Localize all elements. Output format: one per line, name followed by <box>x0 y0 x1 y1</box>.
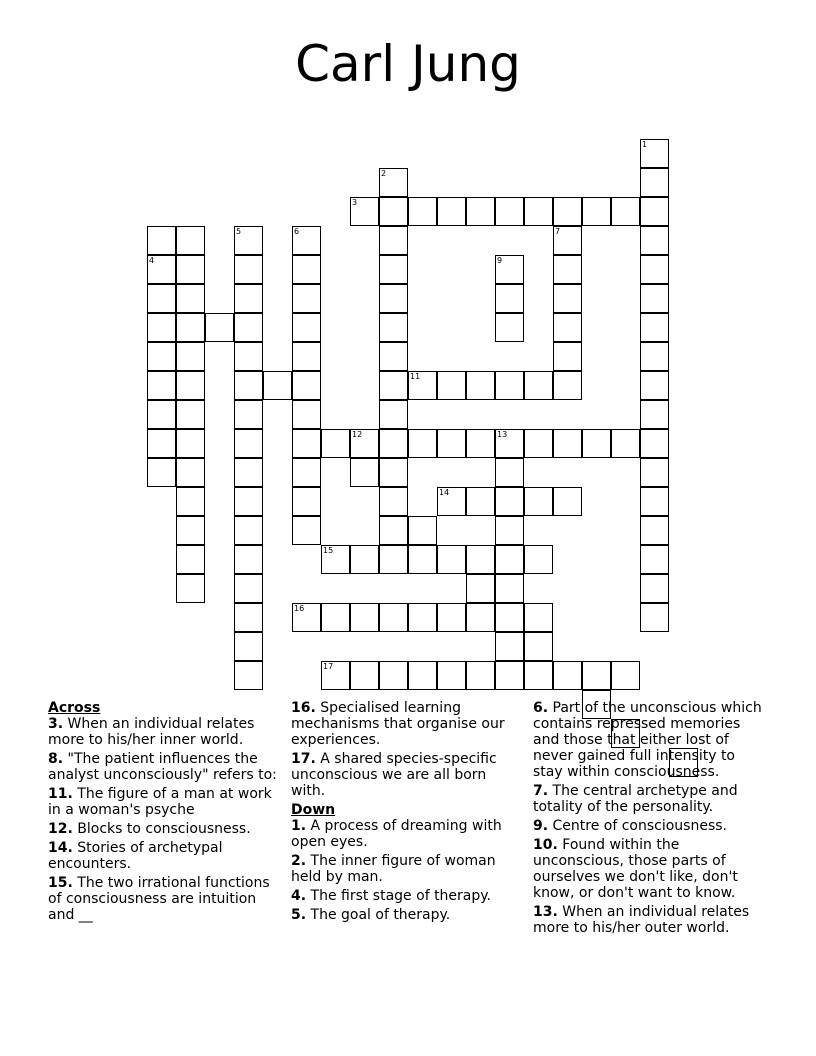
grid-cell[interactable] <box>176 545 205 574</box>
grid-cell[interactable] <box>234 284 263 313</box>
grid-cell[interactable] <box>147 284 176 313</box>
clue-item-number: 9. <box>533 818 549 834</box>
grid-cell[interactable] <box>437 545 466 574</box>
clue-number: 9 <box>497 256 503 265</box>
grid-cell[interactable] <box>147 371 176 400</box>
grid-cell[interactable] <box>466 371 495 400</box>
grid-cell[interactable] <box>234 226 263 255</box>
grid-cell[interactable] <box>176 429 205 458</box>
grid-cell[interactable] <box>408 661 437 690</box>
grid-cell[interactable] <box>408 603 437 632</box>
clue-item <box>48 716 280 748</box>
down-clue-list <box>291 818 523 923</box>
clue-item-number: 14. <box>48 840 73 856</box>
grid-cell[interactable] <box>205 313 234 342</box>
grid-cell[interactable] <box>640 545 669 574</box>
grid-cell[interactable] <box>321 545 350 574</box>
clue-item <box>291 888 523 904</box>
grid-cell[interactable] <box>350 458 379 487</box>
grid-cell[interactable] <box>176 313 205 342</box>
grid-cell[interactable] <box>524 603 553 632</box>
grid-cell[interactable] <box>611 197 640 226</box>
grid-cell[interactable] <box>466 603 495 632</box>
grid-cell[interactable] <box>640 487 669 516</box>
clue-item <box>291 853 523 885</box>
grid-cell[interactable] <box>321 603 350 632</box>
grid-cell[interactable] <box>379 284 408 313</box>
grid-cell[interactable] <box>640 371 669 400</box>
grid-cell[interactable] <box>234 313 263 342</box>
grid-cell[interactable] <box>524 487 553 516</box>
grid-cell[interactable] <box>495 313 524 342</box>
clue-item-number: 6. <box>533 700 549 716</box>
grid-cell[interactable] <box>176 255 205 284</box>
grid-cell[interactable] <box>350 197 379 226</box>
grid-cell[interactable] <box>379 661 408 690</box>
clue-item <box>291 700 523 748</box>
grid-cell[interactable] <box>379 342 408 371</box>
clue-item-text: When an individual relates more to his/her outer world. <box>533 904 750 936</box>
grid-cell[interactable] <box>437 371 466 400</box>
grid-cell[interactable] <box>640 226 669 255</box>
across-clue-list <box>48 716 280 923</box>
grid-cell[interactable] <box>292 400 321 429</box>
grid-cell[interactable] <box>553 371 582 400</box>
clue-number: 7 <box>555 227 561 236</box>
grid-cell[interactable] <box>495 458 524 487</box>
grid-cell[interactable] <box>495 429 524 458</box>
clue-item-number: 13. <box>533 904 558 920</box>
grid-cell[interactable] <box>379 429 408 458</box>
grid-cell[interactable] <box>176 516 205 545</box>
grid-cell[interactable] <box>263 371 292 400</box>
clue-item-number: 12. <box>48 821 73 837</box>
grid-cell[interactable] <box>379 255 408 284</box>
grid-cell[interactable] <box>553 284 582 313</box>
grid-cell[interactable] <box>524 661 553 690</box>
clue-number: 16 <box>294 604 305 613</box>
grid-cell[interactable] <box>379 516 408 545</box>
grid-cell[interactable] <box>524 632 553 661</box>
clue-number: 15 <box>323 546 334 555</box>
grid-cell[interactable] <box>350 661 379 690</box>
grid-cell[interactable] <box>495 284 524 313</box>
grid-cell[interactable] <box>292 487 321 516</box>
down-clue-list-continued <box>533 700 765 936</box>
grid-cell[interactable] <box>147 429 176 458</box>
grid-cell[interactable] <box>611 661 640 690</box>
clue-item-number: 15. <box>48 875 73 891</box>
grid-cell[interactable] <box>553 197 582 226</box>
grid-cell[interactable] <box>292 226 321 255</box>
clue-item <box>48 751 280 783</box>
grid-cell[interactable] <box>640 197 669 226</box>
grid-cell[interactable] <box>640 516 669 545</box>
grid-cell[interactable] <box>408 197 437 226</box>
grid-cell[interactable] <box>147 226 176 255</box>
clue-item <box>291 907 523 923</box>
grid-cell[interactable] <box>495 603 524 632</box>
clue-item-number: 1. <box>291 818 307 834</box>
clue-item-text: The two irrational functions of consciousness are intuition and __ <box>48 875 270 923</box>
grid-cell[interactable] <box>640 603 669 632</box>
clues-column-1 <box>48 700 280 926</box>
grid-cell[interactable] <box>640 400 669 429</box>
clue-item-text: The figure of a man at work in a woman's psyche <box>48 786 272 818</box>
grid-cell[interactable] <box>640 168 669 197</box>
grid-cell[interactable] <box>379 197 408 226</box>
grid-cell[interactable] <box>466 574 495 603</box>
grid-cell[interactable] <box>176 487 205 516</box>
clue-item-number: 17. <box>291 751 316 767</box>
clue-item <box>533 904 765 936</box>
grid-cell[interactable] <box>292 342 321 371</box>
grid-cell[interactable] <box>582 429 611 458</box>
clue-item-number: 11. <box>48 786 73 802</box>
grid-cell[interactable] <box>408 545 437 574</box>
grid-cell[interactable] <box>176 458 205 487</box>
grid-cell[interactable] <box>234 400 263 429</box>
grid-cell[interactable] <box>640 255 669 284</box>
grid-cell[interactable] <box>234 545 263 574</box>
grid-cell[interactable] <box>234 371 263 400</box>
grid-cell[interactable] <box>466 197 495 226</box>
clue-item <box>291 751 523 799</box>
clue-number: 4 <box>149 256 155 265</box>
clue-item-number: 4. <box>291 888 307 904</box>
grid-cell[interactable] <box>234 574 263 603</box>
grid-cell[interactable] <box>524 429 553 458</box>
across-clue-list-continued <box>291 700 523 799</box>
grid-cell[interactable] <box>379 313 408 342</box>
grid-cell[interactable] <box>495 487 524 516</box>
clue-number: 3 <box>352 198 358 207</box>
across-heading: Across <box>48 700 101 716</box>
clue-number: 17 <box>323 662 334 671</box>
grid-cell[interactable] <box>437 603 466 632</box>
grid-cell[interactable] <box>495 371 524 400</box>
clue-item-text: The central archetype and totality of the personality. <box>533 783 738 815</box>
grid-cell[interactable] <box>292 429 321 458</box>
grid-cell[interactable] <box>582 197 611 226</box>
clue-item <box>533 783 765 815</box>
puzzle-title: Carl Jung <box>295 35 521 93</box>
grid-cell[interactable] <box>147 400 176 429</box>
clue-item <box>48 786 280 818</box>
clue-item-number: 5. <box>291 907 307 923</box>
grid-cell[interactable] <box>611 429 640 458</box>
grid-cell[interactable] <box>408 429 437 458</box>
down-heading: Down <box>291 802 336 818</box>
grid-cell[interactable] <box>495 545 524 574</box>
grid-cell[interactable] <box>553 226 582 255</box>
grid-cell[interactable] <box>350 545 379 574</box>
grid-cell[interactable] <box>582 661 611 690</box>
grid-cell[interactable] <box>147 342 176 371</box>
grid-cell[interactable] <box>553 487 582 516</box>
clue-item <box>48 875 280 923</box>
grid-cell[interactable] <box>640 139 669 168</box>
grid-cell[interactable] <box>495 197 524 226</box>
clue-item <box>533 700 765 780</box>
clue-item-number: 7. <box>533 783 549 799</box>
clue-number: 14 <box>439 488 450 497</box>
grid-cell[interactable] <box>379 226 408 255</box>
clue-item-text: Centre of consciousness. <box>552 818 727 834</box>
clue-number: 5 <box>236 227 242 236</box>
clue-item-text: The inner figure of woman held by man. <box>291 853 496 885</box>
grid-cell[interactable] <box>379 458 408 487</box>
grid-cell[interactable] <box>495 574 524 603</box>
grid-cell[interactable] <box>234 661 263 690</box>
grid-cell[interactable] <box>234 603 263 632</box>
grid-cell[interactable] <box>640 574 669 603</box>
grid-cell[interactable] <box>553 313 582 342</box>
clue-item-number: 2. <box>291 853 307 869</box>
clue-item-number: 8. <box>48 751 64 767</box>
clue-number: 1 <box>642 140 648 149</box>
grid-cell[interactable] <box>437 661 466 690</box>
grid-cell[interactable] <box>379 371 408 400</box>
clue-item-text: Part of the unconscious which contains repressed memories and those that either lost of never gained full intensity to stay within consciousness. <box>533 700 762 780</box>
grid-cell[interactable] <box>234 516 263 545</box>
grid-cell[interactable] <box>379 168 408 197</box>
grid-cell[interactable] <box>176 400 205 429</box>
clue-item-text: The first stage of therapy. <box>310 888 492 904</box>
clue-number: 2 <box>381 169 387 178</box>
clue-item <box>48 840 280 872</box>
grid-cell[interactable] <box>176 284 205 313</box>
grid-cell[interactable] <box>379 400 408 429</box>
grid-cell[interactable] <box>292 516 321 545</box>
clue-item-text: Blocks to consciousness. <box>77 821 251 837</box>
grid-cell[interactable] <box>466 545 495 574</box>
clue-item-number: 10. <box>533 837 558 853</box>
clue-item <box>533 837 765 901</box>
clue-item-number: 3. <box>48 716 64 732</box>
grid-cell[interactable] <box>147 255 176 284</box>
clue-item-text: "The patient influences the analyst unconsciously" refers to: <box>48 751 277 783</box>
grid-cell[interactable] <box>553 255 582 284</box>
clue-item <box>533 818 765 834</box>
grid-cell[interactable] <box>553 429 582 458</box>
grid-cell[interactable] <box>437 197 466 226</box>
clue-item-text: When an individual relates more to his/her inner world. <box>48 716 255 748</box>
grid-cell[interactable] <box>147 313 176 342</box>
grid-cell[interactable] <box>176 574 205 603</box>
grid-cell[interactable] <box>379 487 408 516</box>
grid-cell[interactable] <box>466 661 495 690</box>
grid-cell[interactable] <box>292 458 321 487</box>
grid-cell[interactable] <box>640 458 669 487</box>
grid-cell[interactable] <box>176 226 205 255</box>
clue-item-number: 16. <box>291 700 316 716</box>
clue-number: 6 <box>294 227 300 236</box>
clue-number: 13 <box>497 430 508 439</box>
grid-cell[interactable] <box>466 429 495 458</box>
grid-cell[interactable] <box>408 516 437 545</box>
grid-cell[interactable] <box>176 371 205 400</box>
grid-cell[interactable] <box>640 313 669 342</box>
grid-cell[interactable] <box>379 545 408 574</box>
grid-cell[interactable] <box>292 284 321 313</box>
grid-cell[interactable] <box>553 342 582 371</box>
grid-cell[interactable] <box>292 313 321 342</box>
grid-cell[interactable] <box>553 661 582 690</box>
grid-cell[interactable] <box>147 458 176 487</box>
clue-number: 12 <box>352 430 363 439</box>
clues-column-3 <box>533 700 765 939</box>
grid-cell[interactable] <box>379 603 408 632</box>
grid-cell[interactable] <box>408 371 437 400</box>
clue-number: 11 <box>410 372 421 381</box>
grid-cell[interactable] <box>524 197 553 226</box>
clue-item <box>291 818 523 850</box>
grid-cell[interactable] <box>524 545 553 574</box>
grid-cell[interactable] <box>350 429 379 458</box>
grid-cell[interactable] <box>640 342 669 371</box>
clue-item <box>48 821 280 837</box>
grid-cell[interactable] <box>321 429 350 458</box>
clue-item-text: Specialised learning mechanisms that organise our experiences. <box>291 700 505 748</box>
grid-cell[interactable] <box>524 371 553 400</box>
clue-item-text: Stories of archetypal encounters. <box>48 840 223 872</box>
grid-cell[interactable] <box>495 661 524 690</box>
grid-cell[interactable] <box>640 284 669 313</box>
grid-cell[interactable] <box>234 487 263 516</box>
grid-cell[interactable] <box>640 429 669 458</box>
clues-column-2 <box>291 700 523 926</box>
grid-cell[interactable] <box>495 255 524 284</box>
grid-cell[interactable] <box>437 487 466 516</box>
grid-cell[interactable] <box>495 632 524 661</box>
grid-cell[interactable] <box>176 342 205 371</box>
grid-cell[interactable] <box>350 603 379 632</box>
clue-item-text: A shared species-specific unconscious we are all born with. <box>291 751 497 799</box>
grid-cell[interactable] <box>234 255 263 284</box>
grid-cell[interactable] <box>234 342 263 371</box>
clue-item-text: A process of dreaming with open eyes. <box>291 818 502 850</box>
grid-cell[interactable] <box>437 429 466 458</box>
grid-cell[interactable] <box>234 632 263 661</box>
grid-cell[interactable] <box>292 603 321 632</box>
grid-cell[interactable] <box>495 516 524 545</box>
grid-cell[interactable] <box>234 429 263 458</box>
grid-cell[interactable] <box>321 661 350 690</box>
clue-item-text: The goal of therapy. <box>310 907 451 923</box>
grid-cell[interactable] <box>234 458 263 487</box>
grid-cell[interactable] <box>292 371 321 400</box>
grid-cell[interactable] <box>292 255 321 284</box>
clue-item-text: Found within the unconscious, those parts of ourselves we don't like, don't know, or don't want to know. <box>533 837 738 901</box>
grid-cell[interactable] <box>466 487 495 516</box>
